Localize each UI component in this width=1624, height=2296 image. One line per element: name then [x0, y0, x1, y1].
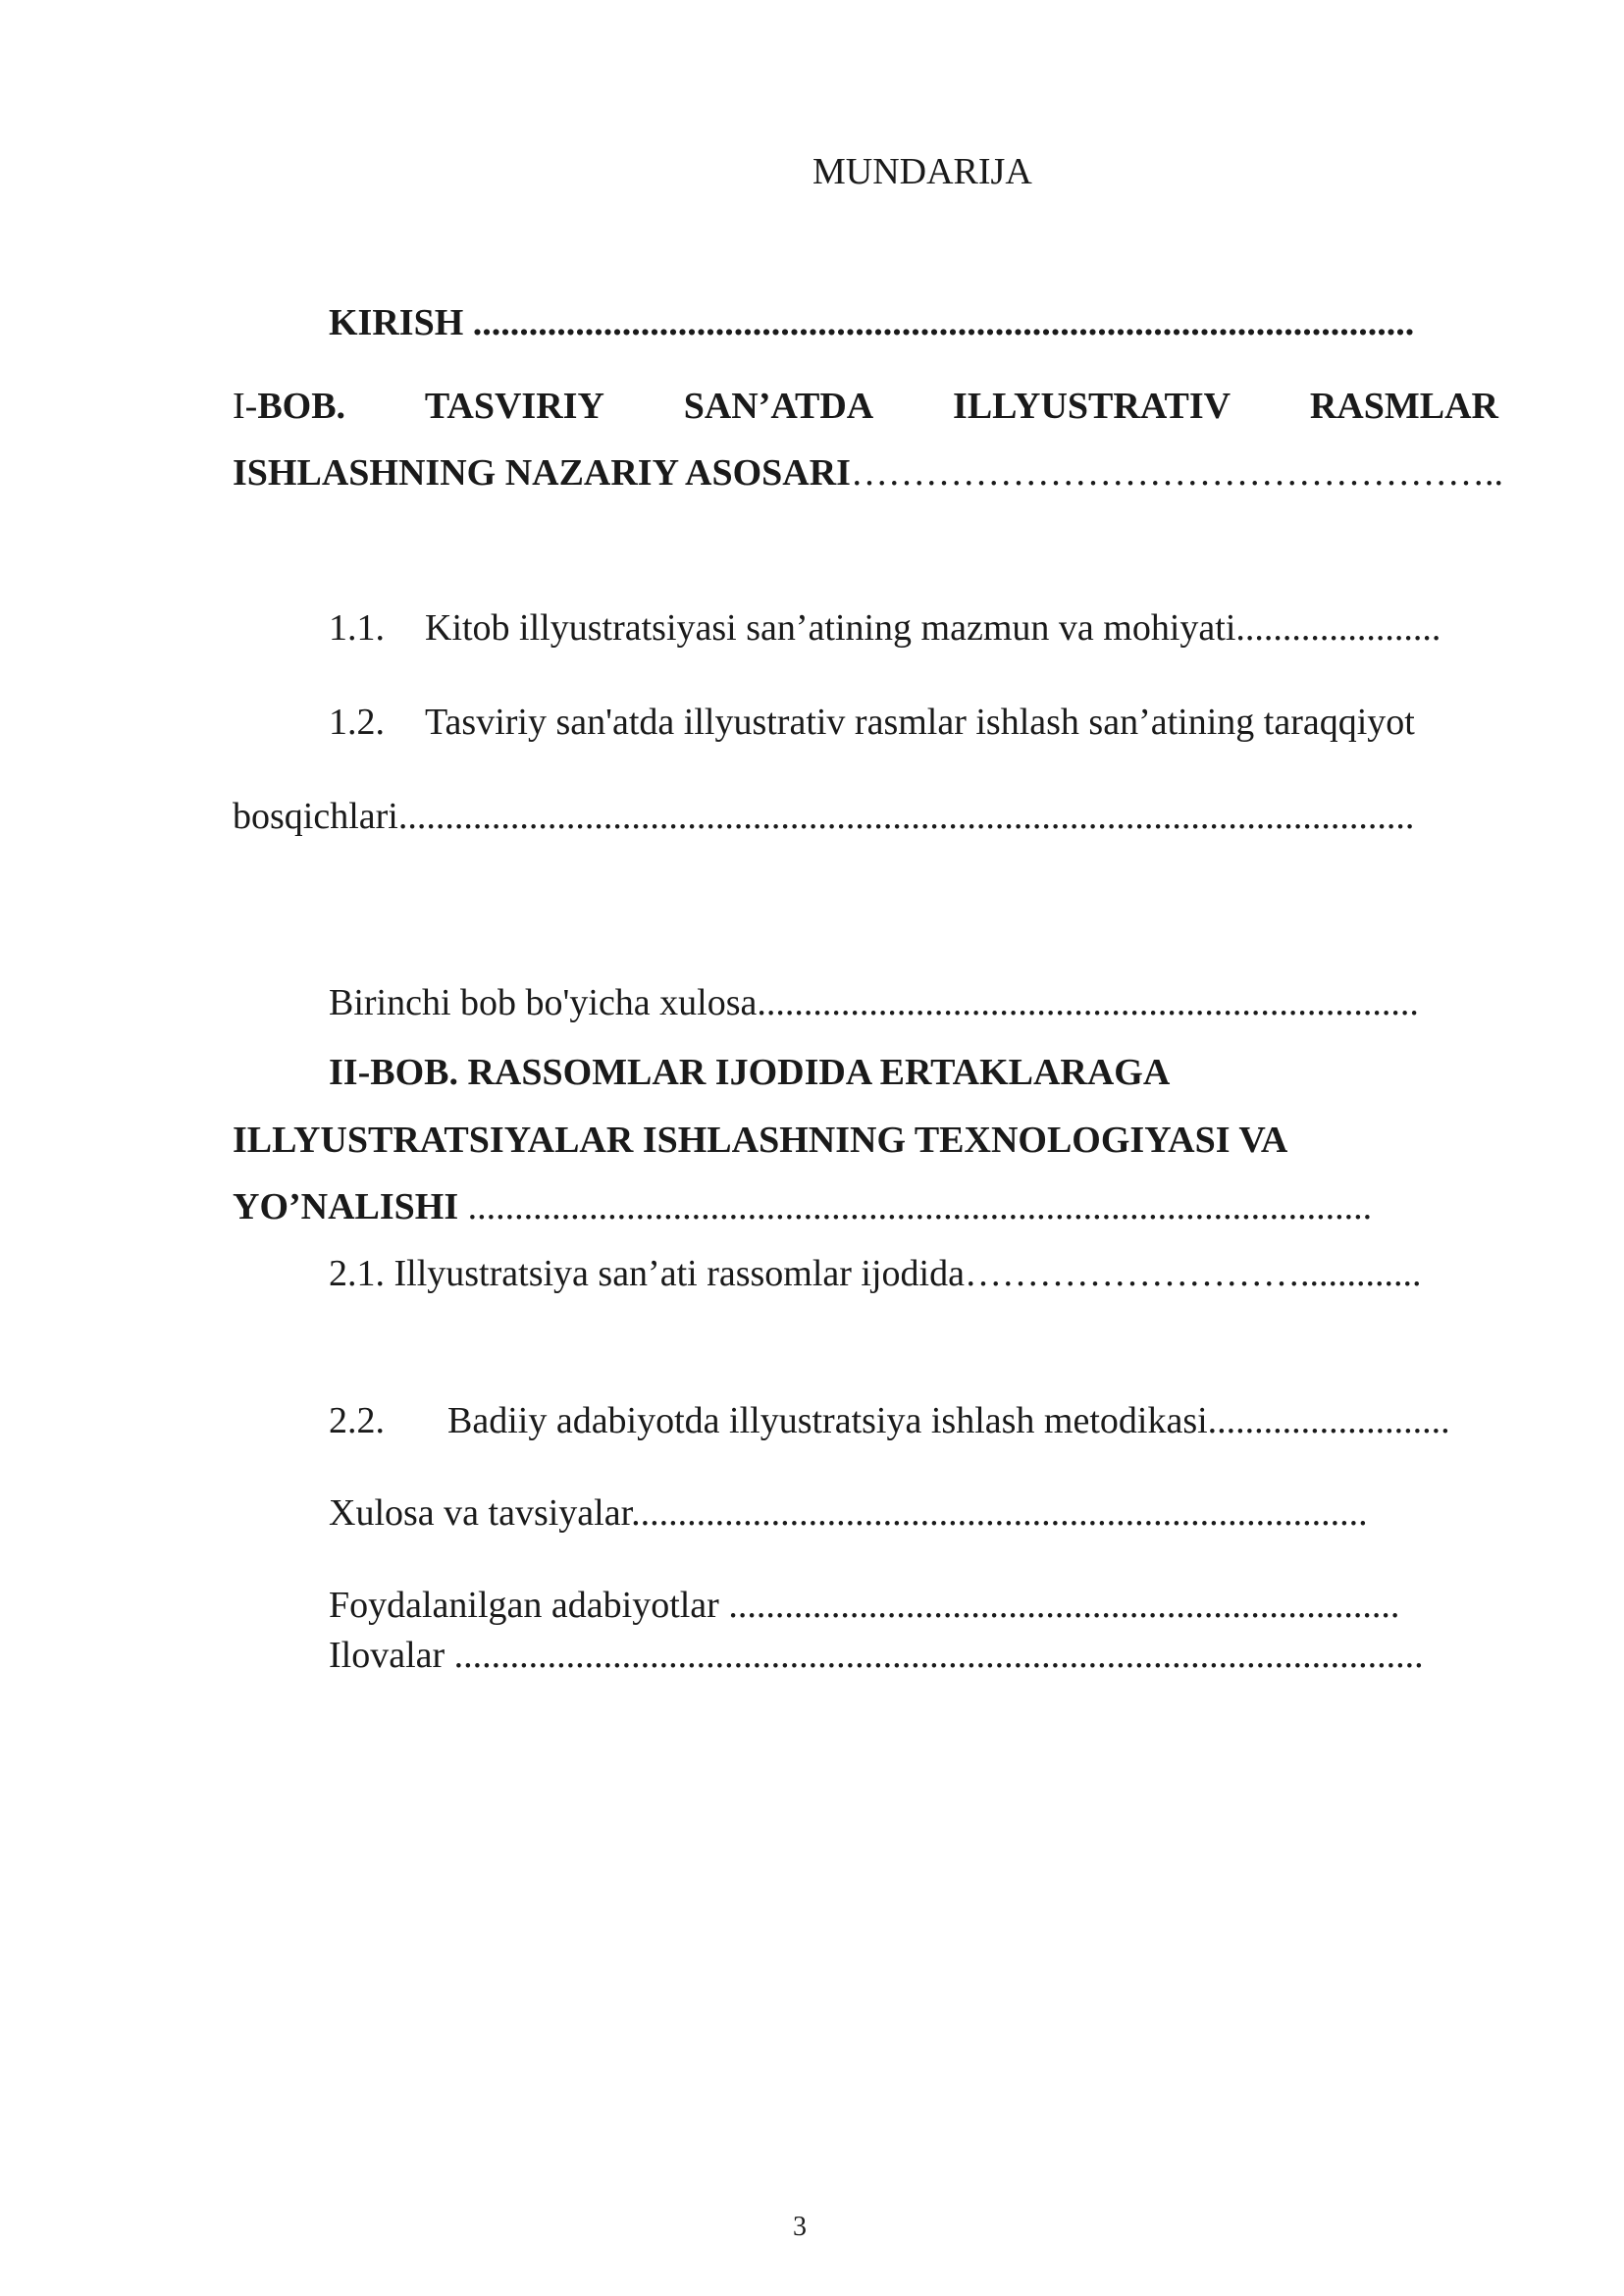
toc-bob1-word-5: RASMLAR — [1309, 386, 1498, 427]
toc-bob1-word-2: TASVIRIY — [424, 386, 604, 427]
toc-entry-2-1: 2.1. Illyustratsiya san’ati rassomlar ijodida………………………............. — [329, 1253, 1422, 1294]
toc-entry-bob2-line2: ILLYUSTRATSIYALAR ISHLASHNING TEXNOLOGIYASI VA — [233, 1120, 1288, 1161]
toc-number: 2.2. — [329, 1400, 385, 1441]
toc-entry-ilovalar: Ilovalar ........................................................................................................ — [329, 1635, 1424, 1676]
toc-entry-bob1-line2: ISHLASHNING NAZARIY ASOSARI…………………………………………….. — [233, 452, 1503, 494]
toc-number: 1.2. — [329, 702, 385, 743]
toc-bob1-word-4: ILLYUSTRATIV — [953, 386, 1231, 427]
toc-entry-bob2-line1: II-BOB. RASSOMLAR IJODIDA ERTAKLARAGA — [329, 1052, 1171, 1093]
toc-entry-adabiyotlar: Foydalanilgan adabiyotlar ........................................................................ — [329, 1585, 1400, 1626]
toc-entry-kirish: KIRISH ..................................................................................................... — [329, 302, 1415, 343]
toc-entry-1-2: 1.2. Tasviriy san'atda illyustrativ rasmlar ishlash san’atining taraqqiyot — [329, 702, 1415, 743]
toc-entry-1-2-continuation: bosqichlari............................................................................................................. — [233, 796, 1415, 837]
toc-entry-bob2-line3: YO’NALISHI ................................................................................................. — [233, 1186, 1373, 1227]
toc-entry-xulosa: Xulosa va tavsiyalar............................................................................... — [329, 1492, 1368, 1534]
toc-entry-2-2: 2.2. Badiiy adabiyotda illyustratsiya ishlash metodikasi.......................... — [329, 1400, 1450, 1441]
page-number: 3 — [793, 2212, 807, 2242]
page-title: MUNDARIJA — [812, 151, 1032, 192]
toc-entry-bob1-line1 — [233, 385, 1498, 428]
toc-bob1-word-3: SAN’ATDA — [683, 386, 874, 427]
toc-entry-xulosa-1: Birinchi bob bo'yicha xulosa....................................................................... — [329, 982, 1419, 1023]
toc-number: 1.1. — [329, 607, 385, 649]
toc-bob1-word-1: I-BOB. — [233, 386, 346, 427]
toc-entry-1-1: 1.1. Kitob illyustratsiyasi san’atining mazmun va mohiyati...................... — [329, 607, 1441, 649]
